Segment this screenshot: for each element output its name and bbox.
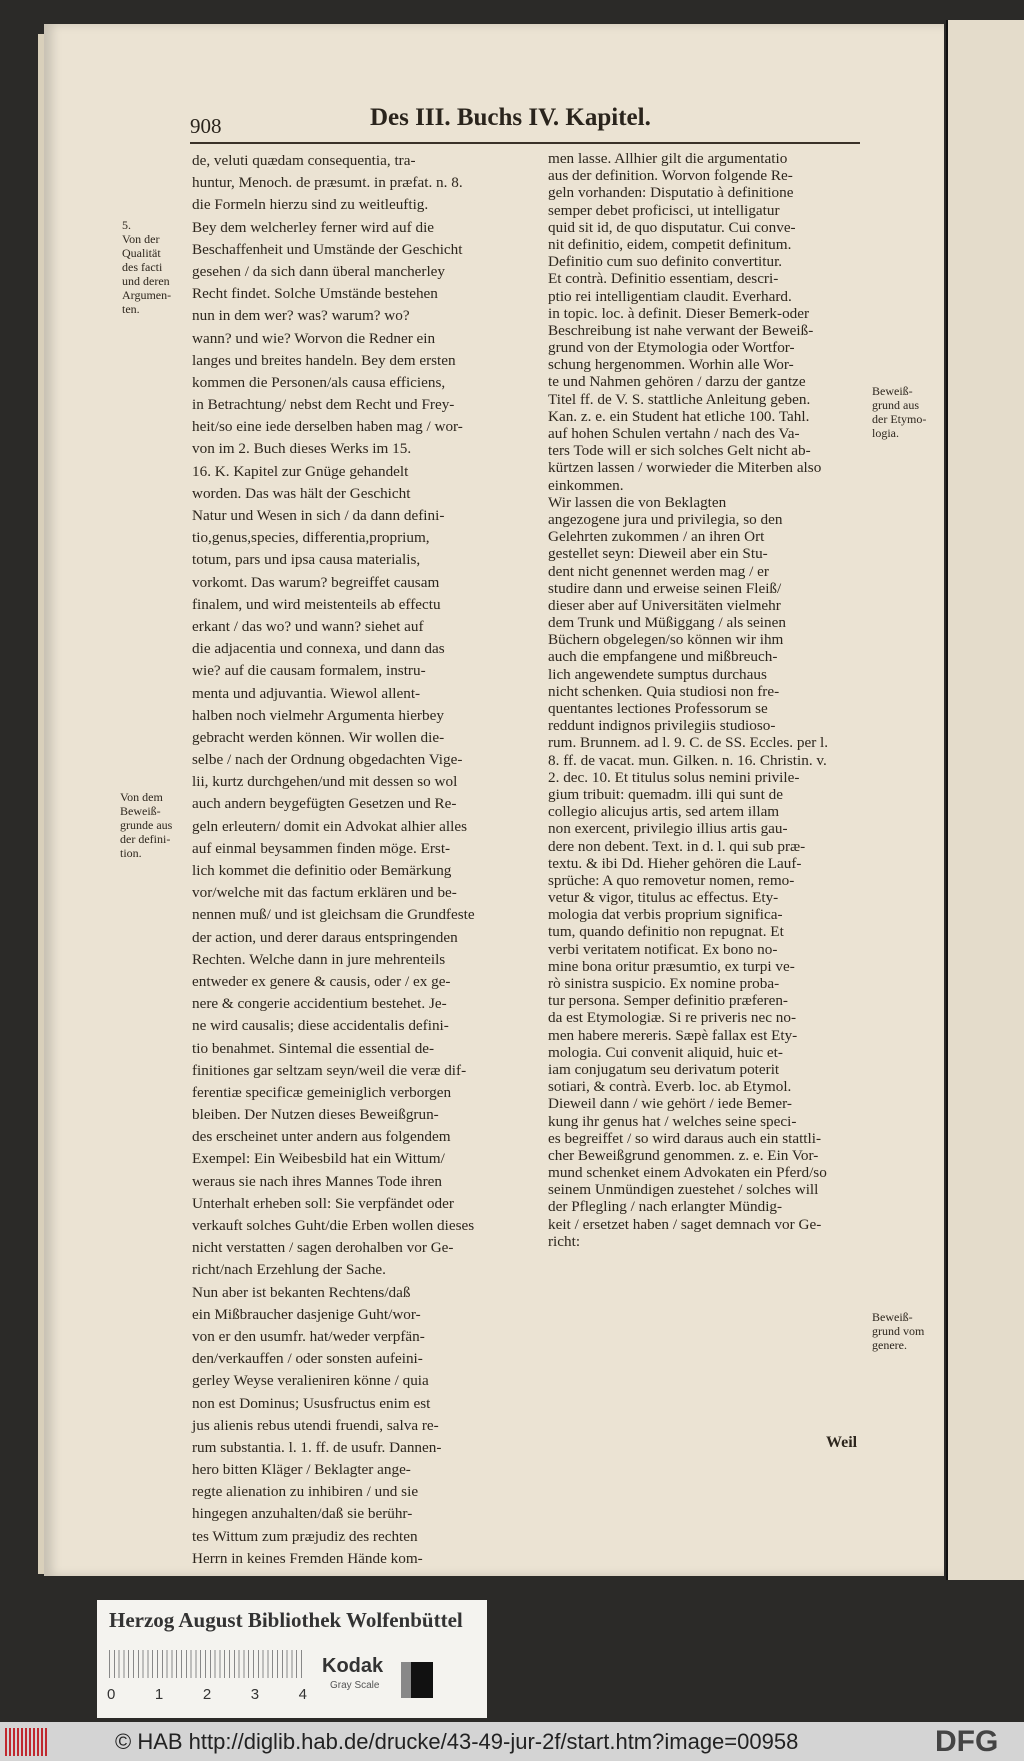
text-line: mologia. Cui convenit aliquid, huic et- bbox=[548, 1043, 783, 1061]
color-reference-card bbox=[97, 1600, 487, 1718]
text-line: menta und adjuvantia. Wiewol allent- bbox=[192, 684, 421, 702]
text-line: auch andern beygefügten Gesetzen und Re- bbox=[192, 795, 457, 813]
text-line: ne wird causalis; diese accidentalis defini- bbox=[192, 1017, 449, 1035]
text-line: seinem Unmündigen zuestehet / solches will bbox=[548, 1181, 819, 1199]
text-line: selbe / nach der Ordnung obgedachten Vige- bbox=[192, 751, 463, 769]
text-line: dere non debent. Text. in d. l. qui sub præ- bbox=[548, 837, 806, 855]
text-line: Beweiß- bbox=[120, 804, 161, 818]
text-line: cher Beweißgrund genommen. z. e. Ein Vor- bbox=[548, 1146, 819, 1164]
text-line: die adjacentia und connexa, und dann das bbox=[192, 640, 445, 658]
kodak-label: Kodak bbox=[322, 1655, 384, 1677]
text-line: Et contrà. Definitio essentiam, descri- bbox=[548, 270, 779, 288]
text-line: tion. bbox=[120, 846, 142, 860]
text-line: geln erleutern/ domit ein Advokat alhier alles bbox=[192, 817, 467, 835]
text-line: textu. & ibi Dd. Hieher gehören die Lauf- bbox=[548, 854, 802, 872]
text-line: 8. ff. de vacat. mun. Gilken. n. 16. Christin. v. bbox=[548, 751, 827, 769]
text-line: kommen die Personen/als causa efficiens, bbox=[192, 373, 446, 391]
text-line: studire dann und erweise seinen Fleiß/ bbox=[548, 579, 782, 597]
text-line: schung hergenommen. Worhin alle Wor- bbox=[548, 356, 794, 374]
text-line: einkommen. bbox=[548, 476, 624, 494]
text-line: sprüche: A quo removetur nomen, remo- bbox=[548, 871, 795, 889]
text-line: huntur, Menoch. de præsumt. in præfat. n. 8. bbox=[192, 174, 463, 192]
page-number: 908 bbox=[190, 114, 222, 138]
text-line: Titel ff. de V. S. stattliche Anleitung geben. bbox=[548, 390, 811, 408]
text-line: nun in dem wer? was? warum? wo? bbox=[192, 307, 410, 325]
dfg-logo: DFG bbox=[935, 1725, 999, 1758]
text-line: Gelehrten zukommen / an ihren Ort bbox=[548, 528, 765, 546]
text-line: vor/welche mit das factum erklären und be- bbox=[192, 884, 457, 902]
copyright-link[interactable]: © HAB http://diglib.hab.de/drucke/43-49-jur-2f/start.htm?image=00958 bbox=[115, 1729, 799, 1754]
text-line: Exempel: Ein Weibesbild hat ein Wittum/ bbox=[192, 1150, 445, 1168]
text-line: vorkomt. Das warum? begreiffet causam bbox=[192, 573, 440, 591]
text-line: lich kommet die definitio oder Bemärkung bbox=[192, 862, 452, 879]
text-line: von im 2. Buch dieses Werks im 15. bbox=[192, 440, 412, 458]
text-line: auch die empfangene und mißbreuch- bbox=[548, 648, 778, 666]
text-line: 5. bbox=[122, 218, 131, 232]
text-line: da est Etymologiæ. Si re priveris nec no- bbox=[548, 1009, 797, 1027]
text-line: grund aus bbox=[872, 398, 919, 412]
text-line: richt: bbox=[548, 1232, 581, 1250]
text-line: te und Nahmen gehören / darzu der gantze bbox=[548, 373, 806, 391]
text-line: Herrn in keines Fremden Hände kom- bbox=[192, 1549, 423, 1567]
text-line: hero bitten Kläger / Beklagter ange- bbox=[192, 1461, 411, 1479]
text-line: erkant / das wo? und wann? siehet auf bbox=[192, 617, 424, 635]
text-line: genere. bbox=[872, 1338, 907, 1352]
text-line: ters Tode will er sich solches Gelt nicht ab- bbox=[548, 442, 811, 460]
text-line: der Pflegling / nach erlangter Mündig- bbox=[548, 1198, 783, 1216]
text-line: gesehen / da sich dann überal mancherley bbox=[192, 262, 446, 280]
text-line: grunde aus bbox=[120, 818, 173, 832]
text-line: Von dem bbox=[120, 790, 163, 804]
right-column bbox=[548, 150, 828, 1250]
text-line: Bey dem welcherley ferner wird auf die bbox=[192, 218, 435, 236]
text-line: dieser aber auf Universitäten vielmehr bbox=[548, 596, 781, 614]
text-line: auf hohen Schulen vertahn / nach des Va- bbox=[548, 425, 800, 442]
text-line: mund schenket einem Advokaten ein Pferd/so bbox=[548, 1164, 827, 1182]
text-line: Natur und Wesen in sich / da dann defini- bbox=[192, 507, 445, 524]
text-line: entweder ex genere & causis, oder / ex ge- bbox=[192, 972, 451, 990]
catchword: Weil bbox=[826, 1434, 858, 1451]
scale-number: 1 bbox=[154, 1686, 164, 1703]
text-line: dent nicht genennet werden mag / er bbox=[548, 562, 769, 580]
text-line: dem Trunk und Müßiggang / als seinen bbox=[548, 614, 786, 632]
marginal-note bbox=[120, 790, 186, 860]
text-line: jus alienis rebus utendi fruendi, salva re- bbox=[192, 1416, 439, 1434]
text-line: von er den usumfr. hat/weder verpfän- bbox=[192, 1327, 425, 1345]
text-line: kung ihr genus hat / welches seine speci- bbox=[548, 1112, 797, 1130]
marginal-note bbox=[872, 384, 942, 440]
text-line: gium tribuit: quemadm. illi qui sunt de bbox=[548, 785, 783, 803]
text-line: ein Mißbraucher dasjenige Guht/wor- bbox=[192, 1305, 421, 1323]
text-line: non est Dominus; Ususfructus enim est bbox=[192, 1394, 431, 1412]
text-line: richt/nach Erzehlung der Sache. bbox=[192, 1261, 386, 1279]
text-line: tur persona. Semper definitio præferen- bbox=[548, 992, 788, 1010]
text-line: mologia dat verbis proprium significa- bbox=[548, 906, 783, 924]
text-line: halben noch vielmehr Argumenta hierbey bbox=[192, 706, 444, 724]
text-line: nit definitio, eidem, competit definitum. bbox=[548, 235, 792, 253]
text-line: tio,genus,species, differentia,proprium, bbox=[192, 529, 430, 547]
text-line: tio benahmet. Sintemal die essential de- bbox=[192, 1039, 435, 1057]
text-line: wann? und wie? Worvon die Redner ein bbox=[192, 329, 436, 347]
text-line: tum, quando definitio non repugnat. Et bbox=[548, 923, 784, 941]
text-line: rò sinistra suspicio. Ex nomine proba- bbox=[548, 975, 780, 992]
text-line: wie? auf die causam formalem, instru- bbox=[192, 662, 426, 680]
text-line: vetur & vigor, titulus ac effectus. Ety- bbox=[548, 889, 779, 907]
left-column bbox=[192, 150, 475, 1570]
text-line: nicht verstatten / sagen derohalben vor Ge- bbox=[192, 1239, 454, 1257]
text-line: men lasse. Allhier gilt die argumentatio bbox=[548, 150, 788, 167]
text-line: weraus sie nach ihres Mannes Tode ihren bbox=[192, 1172, 443, 1190]
gray-scale-label: Gray Scale bbox=[330, 1680, 380, 1691]
text-line: men habere mereris. Sæpè fallax est Ety- bbox=[548, 1026, 798, 1044]
text-line: gerley Weyse veralieniren könne / quia bbox=[192, 1372, 429, 1390]
text-line: Beschreibung ist nahe verwant der Beweiß- bbox=[548, 321, 814, 339]
scale-number: 3 bbox=[250, 1686, 260, 1703]
text-line: 2. dec. 10. Et titulus solus nemini privile- bbox=[548, 768, 800, 786]
text-line: nere & congerie accidentium bestehet. Je- bbox=[192, 995, 447, 1013]
next-page-strip bbox=[946, 20, 1024, 1580]
text-line: Beschaffenheit und Umstände der Geschicht bbox=[192, 240, 463, 258]
text-line: grund von der Etymologia oder Wortfor- bbox=[548, 339, 795, 357]
footer-bar bbox=[0, 1722, 1024, 1761]
text-line: 16. K. Kapitel zur Gnüge gehandelt bbox=[192, 462, 409, 480]
text-line: quentantes lectiones Professorum se bbox=[548, 700, 768, 717]
text-line: non exercent, privilegio illius artis gau- bbox=[548, 820, 788, 838]
text-line: und deren bbox=[122, 274, 170, 288]
ruler-numbers bbox=[107, 1686, 307, 1703]
scale-number: 0 bbox=[107, 1686, 116, 1703]
text-line: finalem, und wird meistenteils ab effectu bbox=[192, 595, 441, 613]
text-line: regte alienation zu inhibiren / und sie bbox=[192, 1483, 419, 1501]
text-line: den/verkauffen / oder sonsten aufeini- bbox=[192, 1350, 423, 1368]
text-line: totum, pars und ipsa causa materialis, bbox=[192, 551, 421, 569]
text-line: die Formeln hierzu sind zu weitleuftig. bbox=[192, 196, 429, 214]
running-title: Des III. Buchs IV. Kapitel. bbox=[370, 104, 651, 131]
marginal-note bbox=[122, 218, 186, 316]
text-line: ptio rei intelligentiam claudit. Everhard. bbox=[548, 287, 792, 305]
text-line: de, veluti quædam consequentia, tra- bbox=[192, 152, 416, 169]
gray-swatch bbox=[401, 1662, 433, 1698]
text-line: Unterhalt erheben soll: Sie verpfändet oder bbox=[192, 1194, 454, 1212]
ruler-scale bbox=[109, 1650, 304, 1678]
text-line: der action, und derer daraus entspringenden bbox=[192, 928, 458, 946]
text-line: verkauft solches Guht/die Erben wollen dieses bbox=[192, 1217, 475, 1234]
text-line: des erscheinet unter andern aus folgendem bbox=[192, 1128, 451, 1146]
text-line: nicht schenken. Quia studiosi non fre- bbox=[548, 682, 780, 700]
text-line: Büchern obgelegen/so können wir ihm bbox=[548, 631, 784, 649]
text-line: tes Wittum zum præjudiz des rechten bbox=[192, 1527, 418, 1545]
text-line: Dieweil dann / wie gehört / iede Bemer- bbox=[548, 1095, 792, 1113]
text-line: Beweiß- bbox=[872, 384, 913, 398]
text-line: auf einmal beysammen finden möge. Erst- bbox=[192, 839, 451, 857]
library-name: Herzog August Bibliothek Wolfenbüttel bbox=[109, 1608, 463, 1632]
text-line: gebracht werden können. Wir wollen die- bbox=[192, 728, 445, 746]
text-line: bleiben. Der Nutzen dieses Beweißgrun- bbox=[192, 1106, 439, 1124]
text-line: Recht findet. Solche Umstände bestehen bbox=[192, 285, 438, 303]
marginal-note bbox=[872, 1310, 942, 1352]
text-line: des facti bbox=[122, 260, 163, 274]
text-line: keit / ersetzet haben / saget demnach vor Ge- bbox=[548, 1215, 822, 1233]
text-line: Rechten. Welche dann in jure mehrenteils bbox=[192, 950, 446, 968]
text-line: iam conjugatum seu derivatum poterit bbox=[548, 1060, 780, 1078]
text-line: aus der definition. Worvon folgende Re- bbox=[548, 167, 793, 185]
hab-logo-icon bbox=[5, 1728, 47, 1756]
text-line: der defini- bbox=[120, 832, 171, 846]
scale-number: 2 bbox=[202, 1686, 212, 1703]
text-line: der Etymo- bbox=[872, 412, 927, 426]
text-line: gestellet seyn: Dieweil aber ein Stu- bbox=[548, 545, 768, 563]
text-line: sotiari, & contrà. Everb. loc. ab Etymol. bbox=[548, 1078, 792, 1096]
text-line: angezogene jura und privilegia, so den bbox=[548, 510, 783, 528]
text-line: grund vom bbox=[872, 1324, 925, 1338]
text-line: Argumen- bbox=[122, 288, 172, 302]
text-line: geln vorhanden: Disputatio à definitione bbox=[548, 184, 794, 202]
text-line: verbi veritatem notificat. Ex bono no- bbox=[548, 940, 778, 958]
text-line: heit/so eine iede derselben haben mag / wor- bbox=[192, 418, 463, 436]
text-line: kürtzen lassen / worwieder die Miterben also bbox=[548, 459, 822, 477]
text-line: ten. bbox=[122, 302, 140, 316]
text-line: Wir lassen die von Beklagten bbox=[548, 493, 727, 511]
text-line: rum substantia. l. 1. ff. de usufr. Dannen- bbox=[192, 1438, 442, 1456]
text-line: in topic. loc. à definit. Dieser Bemerk-oder bbox=[548, 304, 810, 322]
text-line: finitiones gar seltzam seyn/weil die veræ dif- bbox=[192, 1061, 467, 1079]
text-line: es begreiffet / so wird daraus auch ein stattli- bbox=[548, 1129, 822, 1147]
text-line: Beweiß- bbox=[872, 1310, 913, 1324]
text-line: Qualität bbox=[122, 246, 161, 260]
text-line: collegio alicujus artis, sed artem illam bbox=[548, 803, 780, 821]
text-line: quid sit id, de quo disputatur. Cui conve- bbox=[548, 218, 796, 236]
text-line: langes und breites handeln. Bey dem ersten bbox=[192, 351, 456, 369]
text-line: in Betrachtung/ nebst dem Recht und Frey- bbox=[192, 396, 455, 414]
text-line: semper debet proficisci, ut intelligatur bbox=[548, 201, 780, 219]
text-line: lich angewendete sumptus durchaus bbox=[548, 665, 767, 683]
text-line: Kan. z. e. ein Student hat etliche 100. Tahl. bbox=[548, 407, 810, 425]
text-line: nennen muß/ und ist gleichsam die Grundfeste bbox=[192, 906, 475, 924]
text-line: reddunt indignos privilegiis studioso- bbox=[548, 717, 776, 735]
text-line: Definitio cum suo definito convertitur. bbox=[548, 253, 783, 271]
text-line: lii, kurtz durchgehen/und mit dessen so wol bbox=[192, 773, 458, 791]
header-rule bbox=[190, 142, 860, 144]
text-line: Nun aber ist bekanten Rechtens/daß bbox=[192, 1283, 411, 1301]
scale-number: 4 bbox=[298, 1686, 307, 1703]
text-line: hingegen anzuhalten/daß sie berühr- bbox=[192, 1505, 413, 1523]
text-line: logia. bbox=[872, 426, 899, 440]
text-line: ferentiæ specificæ gemeiniglich verborgen bbox=[192, 1083, 452, 1101]
text-line: worden. Das was hält der Geschicht bbox=[192, 484, 411, 502]
text-line: Von der bbox=[122, 232, 160, 246]
text-line: rum. Brunnem. ad l. 9. C. de SS. Eccles. per l. bbox=[548, 734, 829, 752]
text-line: mine bona oritur præsumtio, ex turpi ve- bbox=[548, 957, 795, 975]
